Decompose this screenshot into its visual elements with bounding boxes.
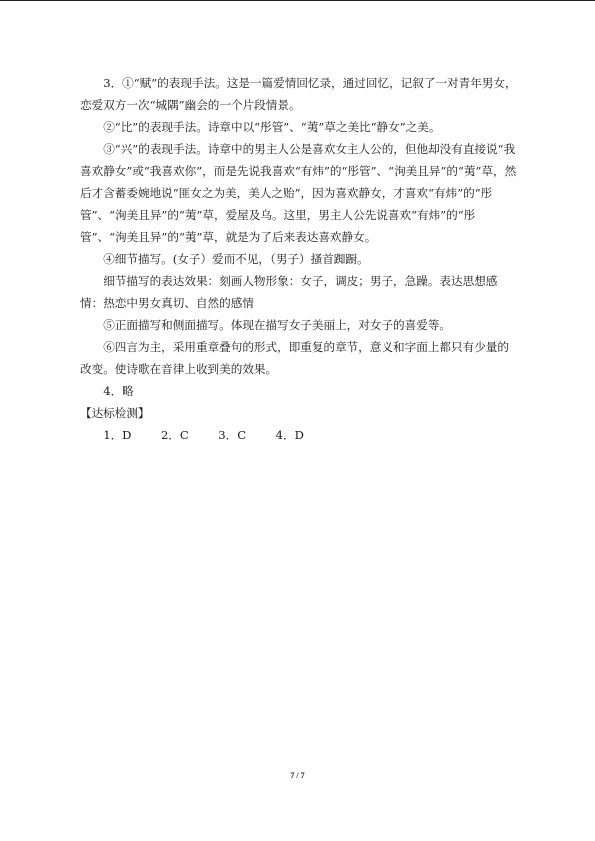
answer-key-item: 2．C	[160, 428, 189, 442]
answer-4-paragraph: 4．略	[103, 384, 134, 398]
answer-3-paragraph-7: ⑥四言为主，采用重章叠句的形式，即重复的章节，意义和字面上都只有少量的改变。使诗歌在音律上收到美的效果。	[80, 340, 509, 376]
answer-3-paragraph-6: ⑤正面描写和侧面描写。体现在描写女子美丽上，对女子的喜爱等。	[103, 318, 452, 332]
answer-key-item: 3．C	[218, 428, 247, 442]
answer-key-item: 4．D	[275, 428, 304, 442]
answer-3-paragraph-1: 3．①“赋”的表现手法。这是一篇爱情回忆录，通过回忆，记叙了一对青年男女，恋爱双方一次“城隅”幽会的一个片段情景。	[80, 76, 517, 112]
answer-3-paragraph-2: ②“比”的表现手法。诗章中以“彤管”、“荑”草之美比“静女”之美。	[103, 120, 441, 134]
top-border-line	[0, 0, 595, 1]
document-body	[80, 72, 520, 446]
answer-3-paragraph-5: 细节描写的表达效果：刻画人物形象：女子，调皮；男子，急躁。表达思想感情：热恋中男女真切、自然的感情	[80, 274, 498, 310]
answer-3-paragraph-4: ④细节描写。(女子）爱而不见，（男子）搔首踟蹰。	[103, 252, 369, 266]
answer-key-row	[80, 424, 520, 446]
answer-3-paragraph-3: ③“兴”的表现手法。诗章中的男主人公是喜欢女主人公的，但他却没有直接说“我喜欢静女”或“我喜欢你”，而是先说我喜欢“有炜”的“彤管”、“洵美且异”的“荑”草，然后才含蓄委婉地说“匪女之为美，美人之贻”，因为喜欢静女，才喜欢“有炜”的“彤管”、“洵美且异”的“荑”草，爱屋及乌。这里，男主人公先说喜欢“有炜”的“彤管”、“洵美且异”的“荑”草，就是为了后来表达喜欢静女。	[80, 142, 517, 244]
answer-key-item: 1．D	[103, 428, 132, 442]
page-number: 7 / 7	[290, 771, 305, 780]
section-heading: 【达标检测】	[80, 406, 150, 420]
